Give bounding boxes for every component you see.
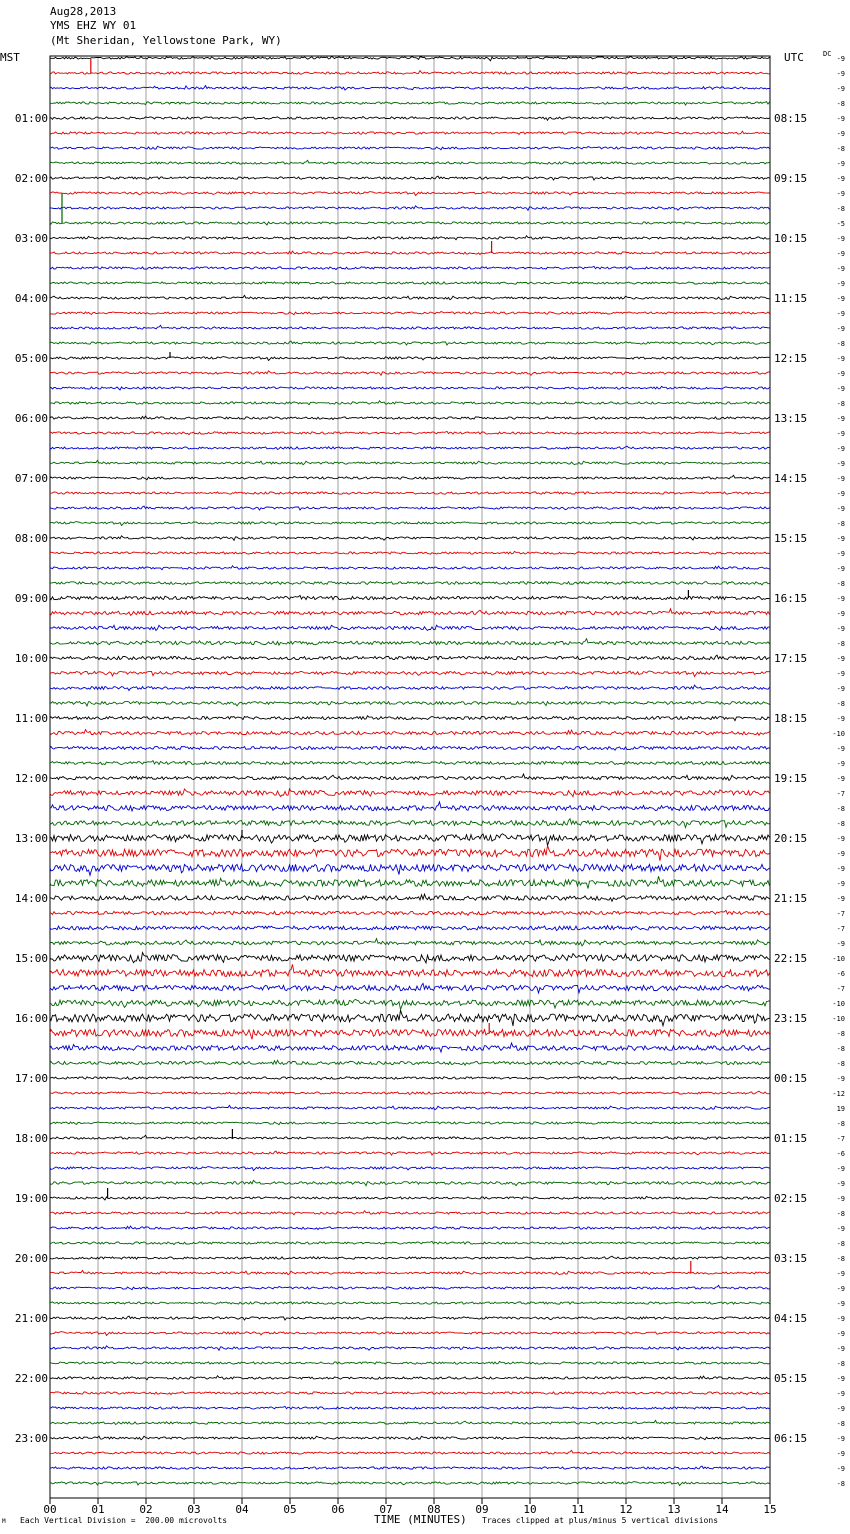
trace-line [50, 460, 770, 464]
trace-line [50, 192, 770, 196]
dc-offset-label: -8 [836, 1420, 845, 1428]
right-hour-label: 17:15 [774, 652, 808, 665]
trace-line [50, 761, 770, 765]
dc-offset-label: -9 [836, 880, 845, 888]
right-hour-label: 05:15 [774, 1372, 808, 1385]
dc-offset-label: -8 [836, 805, 845, 813]
trace-line [50, 386, 770, 390]
right-hour-label: 20:15 [774, 832, 808, 845]
trace-line [50, 1180, 770, 1185]
trace-line [50, 1285, 770, 1289]
dc-offset-label: -6 [836, 1150, 845, 1158]
dc-offset-label: -9 [836, 1195, 845, 1203]
trace-line [50, 894, 770, 901]
left-hour-label: 08:00 [14, 532, 48, 545]
trace-line [50, 1270, 770, 1274]
trace-line [50, 551, 770, 554]
left-hour-label: 07:00 [14, 472, 48, 485]
trace-line [50, 1043, 770, 1052]
trace-line [50, 964, 770, 976]
left-hour-label: 15:00 [14, 952, 48, 965]
left-hour-label: 11:00 [14, 712, 48, 725]
dc-offset-label: -7 [836, 1135, 845, 1143]
trace-line [50, 1060, 770, 1065]
dc-offset-label: -9 [836, 1165, 845, 1173]
right-hour-label: 16:15 [774, 592, 808, 605]
dc-offset-label: -9 [836, 775, 845, 783]
trace-line [50, 282, 770, 285]
x-tick-label: 04 [235, 1503, 249, 1516]
trace-line [50, 416, 770, 420]
trace-line [50, 102, 770, 105]
dc-offset-label: -9 [836, 55, 845, 63]
dc-offset-label: -9 [836, 610, 845, 618]
dc-offset-label: -9 [836, 1075, 845, 1083]
left-hour-label: 17:00 [14, 1072, 48, 1085]
dc-offset-label: -9 [836, 460, 845, 468]
right-hour-label: 23:15 [774, 1012, 808, 1025]
dc-offset-label: -8 [836, 100, 845, 108]
left-hour-label: 06:00 [14, 412, 48, 425]
trace-line [50, 582, 770, 585]
dc-offset-label: -9 [836, 1435, 845, 1443]
x-tick-label: 02 [139, 1503, 153, 1516]
trace-line [50, 876, 770, 888]
trace-line [50, 1376, 770, 1380]
trace-line [50, 639, 770, 645]
dc-offset-label: -9 [836, 1300, 845, 1308]
dc-offset-label: -9 [836, 715, 845, 723]
x-tick-label: 00 [43, 1503, 57, 1516]
dc-offset-label: -9 [836, 385, 845, 393]
dc-offset-label: -8 [836, 1480, 845, 1488]
trace-line [50, 983, 770, 993]
trace-line [50, 536, 770, 541]
dc-offset-label: -8 [836, 1045, 845, 1053]
trace-line [50, 1332, 770, 1336]
x-tick-label: 12 [619, 1503, 633, 1516]
dc-offset-label: -8 [836, 400, 845, 408]
dc-offset-label: 19 [836, 1105, 845, 1113]
dc-offset-label: -9 [836, 370, 845, 378]
trace-line [50, 774, 770, 780]
x-tick-label: 06 [331, 1503, 345, 1516]
x-tick-label: 03 [187, 1503, 201, 1516]
dc-offset-label: -8 [836, 700, 845, 708]
dc-offset-label: -8 [836, 1240, 845, 1248]
left-hour-label: 09:00 [14, 592, 48, 605]
x-axis-label: TIME (MINUTES) [374, 1513, 467, 1526]
trace-line [50, 595, 770, 599]
trace-line [50, 492, 770, 494]
trace-line [50, 176, 770, 180]
dc-label: DC [823, 50, 832, 58]
dc-offset-label: -9 [836, 475, 845, 483]
dc-offset-label: -9 [836, 850, 845, 858]
x-tick-label: 01 [91, 1503, 105, 1516]
trace-line [50, 401, 770, 405]
trace-line [50, 146, 770, 150]
dc-offset-label: -9 [836, 1345, 845, 1353]
dc-offset-label: -9 [836, 430, 845, 438]
right-hour-label: 02:15 [774, 1192, 808, 1205]
left-hour-label: 10:00 [14, 652, 48, 665]
left-hour-label: 14:00 [14, 892, 48, 905]
trace-line [50, 1196, 770, 1200]
header-station: YMS EHZ WY 01 [50, 19, 137, 32]
dc-offset-label: -9 [836, 535, 845, 543]
trace-line [50, 1122, 770, 1125]
dc-offset-label: -5 [836, 220, 845, 228]
trace-line [50, 86, 770, 91]
dc-offset-label: -8 [836, 1030, 845, 1038]
right-hour-label: 21:15 [774, 892, 808, 905]
dc-offset-label: -9 [836, 415, 845, 423]
trace-line [50, 116, 770, 120]
dc-offset-label: -9 [836, 550, 845, 558]
left-hour-label: 05:00 [14, 352, 48, 365]
right-hour-label: 03:15 [774, 1252, 808, 1265]
trace-line [50, 566, 770, 570]
trace-line [50, 371, 770, 376]
left-hour-label: 20:00 [14, 1252, 48, 1265]
x-tick-label: 07 [379, 1503, 393, 1516]
dc-offset-label: -8 [836, 205, 845, 213]
dc-offset-label: -9 [836, 940, 845, 948]
dc-offset-label: -6 [836, 970, 845, 978]
trace-line [50, 1450, 770, 1454]
trace-line [50, 999, 770, 1009]
dc-offset-label: -9 [836, 745, 845, 753]
dc-offset-label: -8 [836, 340, 845, 348]
trace-line [50, 475, 770, 479]
left-hour-label: 12:00 [14, 772, 48, 785]
right-hour-label: 13:15 [774, 412, 808, 425]
dc-offset-label: -9 [836, 565, 845, 573]
trace-line [50, 325, 770, 329]
dc-offset-label: -9 [836, 1285, 845, 1293]
trace-line [50, 926, 770, 931]
trace-line [50, 1010, 770, 1026]
dc-offset-label: -8 [836, 1255, 845, 1263]
trace-line [50, 789, 770, 797]
trace-line [50, 222, 770, 225]
x-tick-label: 14 [715, 1503, 729, 1516]
x-tick-label: 08 [427, 1503, 441, 1516]
dc-offset-label: -8 [836, 1060, 845, 1068]
left-hour-label: 21:00 [14, 1312, 48, 1325]
trace-line [50, 746, 770, 750]
dc-offset-label: -9 [836, 280, 845, 288]
trace-line [50, 522, 770, 526]
trace-line [50, 1436, 770, 1440]
left-hour-label: 01:00 [14, 112, 48, 125]
clip-note: Traces clipped at plus/minus 5 vertical divisions [482, 1516, 719, 1525]
dc-offset-label: -8 [836, 1120, 845, 1128]
trace-line [50, 1151, 770, 1155]
dc-offset-label: -8 [836, 520, 845, 528]
dc-offset-label: -9 [836, 355, 845, 363]
dc-offset-label: -8 [836, 580, 845, 588]
logo-mark: M [2, 1518, 6, 1525]
dc-offset-label: -10 [832, 955, 845, 963]
trace-line [50, 1420, 770, 1424]
dc-offset-label: -9 [836, 1450, 845, 1458]
trace-line [50, 802, 770, 811]
trace-line [50, 56, 770, 61]
right-hour-label: 14:15 [774, 472, 808, 485]
dc-offset-label: -9 [836, 685, 845, 693]
dc-offset-label: -9 [836, 295, 845, 303]
trace-line [50, 609, 770, 616]
dc-offset-label: -9 [836, 625, 845, 633]
dc-offset-label: -9 [836, 1180, 845, 1188]
dc-offset-label: -8 [836, 145, 845, 153]
trace-line [50, 1466, 770, 1469]
dc-offset-label: -8 [836, 640, 845, 648]
trace-line [50, 1211, 770, 1215]
trace-line [50, 939, 770, 946]
dc-offset-label: -9 [836, 505, 845, 513]
dc-offset-label: -8 [836, 820, 845, 828]
x-tick-label: 05 [283, 1503, 297, 1516]
trace-line [50, 1392, 770, 1395]
trace-line [50, 1030, 770, 1040]
trace-line [50, 251, 770, 255]
right-timezone-label: UTC [784, 51, 804, 64]
trace-line [50, 702, 770, 706]
dc-offset-label: -9 [836, 1465, 845, 1473]
dc-offset-label: -9 [836, 325, 845, 333]
trace-line [50, 953, 770, 964]
dc-offset-label: -9 [836, 250, 845, 258]
dc-offset-label: -8 [836, 1210, 845, 1218]
dc-offset-label: -9 [836, 130, 845, 138]
dc-offset-label: -9 [836, 865, 845, 873]
right-hour-label: 18:15 [774, 712, 808, 725]
right-hour-label: 08:15 [774, 112, 808, 125]
trace-line [50, 834, 770, 846]
right-hour-label: 04:15 [774, 1312, 808, 1325]
right-hour-label: 06:15 [774, 1432, 808, 1445]
trace-line [50, 1241, 770, 1244]
header-location: (Mt Sheridan, Yellowstone Park, WY) [50, 34, 282, 47]
dc-offset-label: -9 [836, 490, 845, 498]
right-hour-label: 10:15 [774, 232, 808, 245]
dc-offset-label: -9 [836, 1390, 845, 1398]
trace-line [50, 431, 770, 434]
trace-line [50, 341, 770, 345]
trace-line [50, 295, 770, 299]
dc-offset-label: -9 [836, 1270, 845, 1278]
right-hour-label: 15:15 [774, 532, 808, 545]
dc-offset-label: -12 [832, 1090, 845, 1098]
dc-offset-label: -9 [836, 190, 845, 198]
x-tick-label: 11 [571, 1503, 585, 1516]
right-hour-label: 11:15 [774, 292, 808, 305]
left-timezone-label: MST [0, 51, 20, 64]
trace-line [50, 845, 770, 860]
trace-line [50, 1105, 770, 1109]
dc-offset-label: -9 [836, 310, 845, 318]
dc-offset-label: -9 [836, 1330, 845, 1338]
trace-line [50, 506, 770, 510]
trace-line [50, 1076, 770, 1079]
dc-offset-label: -9 [836, 655, 845, 663]
trace-line [50, 625, 770, 630]
trace-line [50, 446, 770, 449]
left-hour-label: 18:00 [14, 1132, 48, 1145]
trace-line [50, 730, 770, 736]
x-tick-label: 15 [763, 1503, 777, 1516]
dc-offset-label: -7 [836, 925, 845, 933]
dc-offset-label: -9 [836, 670, 845, 678]
trace-line [50, 160, 770, 164]
dc-offset-label: -7 [836, 910, 845, 918]
trace-line [50, 716, 770, 721]
trace-line [50, 1316, 770, 1320]
trace-line [50, 819, 770, 828]
x-tick-label: 13 [667, 1503, 681, 1516]
trace-line [50, 236, 770, 240]
right-hour-label: 19:15 [774, 772, 808, 785]
trace-line [50, 206, 770, 211]
dc-offset-label: -9 [836, 70, 845, 78]
dc-offset-label: -9 [836, 760, 845, 768]
dc-offset-label: -9 [836, 175, 845, 183]
trace-line [50, 312, 770, 315]
dc-offset-label: -9 [836, 235, 845, 243]
trace-line [50, 357, 770, 361]
trace-line [50, 671, 770, 677]
trace-line [50, 1406, 770, 1409]
trace-line [50, 1302, 770, 1304]
dc-offset-label: -10 [832, 730, 845, 738]
trace-line [50, 1167, 770, 1171]
trace-line [50, 1482, 770, 1486]
right-hour-label: 00:15 [774, 1072, 808, 1085]
dc-offset-label: -9 [836, 895, 845, 903]
trace-line [50, 1135, 770, 1139]
dc-offset-label: -9 [836, 1225, 845, 1233]
trace-line [50, 266, 770, 269]
trace-line [50, 1226, 770, 1230]
header-date: Aug28,2013 [50, 5, 117, 18]
trace-line [50, 1091, 770, 1094]
left-hour-label: 03:00 [14, 232, 48, 245]
left-hour-label: 13:00 [14, 832, 48, 845]
x-tick-label: 09 [475, 1503, 489, 1516]
dc-offset-label: -10 [832, 1000, 845, 1008]
dc-offset-label: -9 [836, 160, 845, 168]
trace-line [50, 685, 770, 690]
dc-offset-label: -7 [836, 985, 845, 993]
left-hour-label: 16:00 [14, 1012, 48, 1025]
left-hour-label: 22:00 [14, 1372, 48, 1385]
dc-offset-label: -9 [836, 445, 845, 453]
right-hour-label: 12:15 [774, 352, 808, 365]
right-hour-label: 01:15 [774, 1132, 808, 1145]
x-tick-label: 10 [523, 1503, 537, 1516]
scale-note: Each Vertical Division = 200.00 microvolts [20, 1516, 228, 1525]
dc-offset-label: -9 [836, 1315, 845, 1323]
left-hour-label: 19:00 [14, 1192, 48, 1205]
trace-line [50, 655, 770, 660]
dc-offset-label: -9 [836, 265, 845, 273]
trace-line [50, 864, 770, 875]
trace-line [50, 71, 770, 75]
trace-line [50, 131, 770, 134]
dc-offset-label: -10 [832, 1015, 845, 1023]
dc-offset-label: -9 [836, 85, 845, 93]
dc-offset-label: -8 [836, 1360, 845, 1368]
dc-offset-label: -9 [836, 1375, 845, 1383]
right-hour-label: 22:15 [774, 952, 808, 965]
left-hour-label: 02:00 [14, 172, 48, 185]
right-hour-label: 09:15 [774, 172, 808, 185]
dc-offset-label: -9 [836, 835, 845, 843]
trace-line [50, 1256, 770, 1259]
dc-offset-label: -9 [836, 1405, 845, 1413]
left-hour-label: 23:00 [14, 1432, 48, 1445]
dc-offset-label: -7 [836, 790, 845, 798]
dc-offset-label: -9 [836, 595, 845, 603]
trace-line [50, 1346, 770, 1351]
trace-line [50, 1361, 770, 1364]
left-hour-label: 04:00 [14, 292, 48, 305]
trace-line [50, 910, 770, 915]
dc-offset-label: -9 [836, 115, 845, 123]
